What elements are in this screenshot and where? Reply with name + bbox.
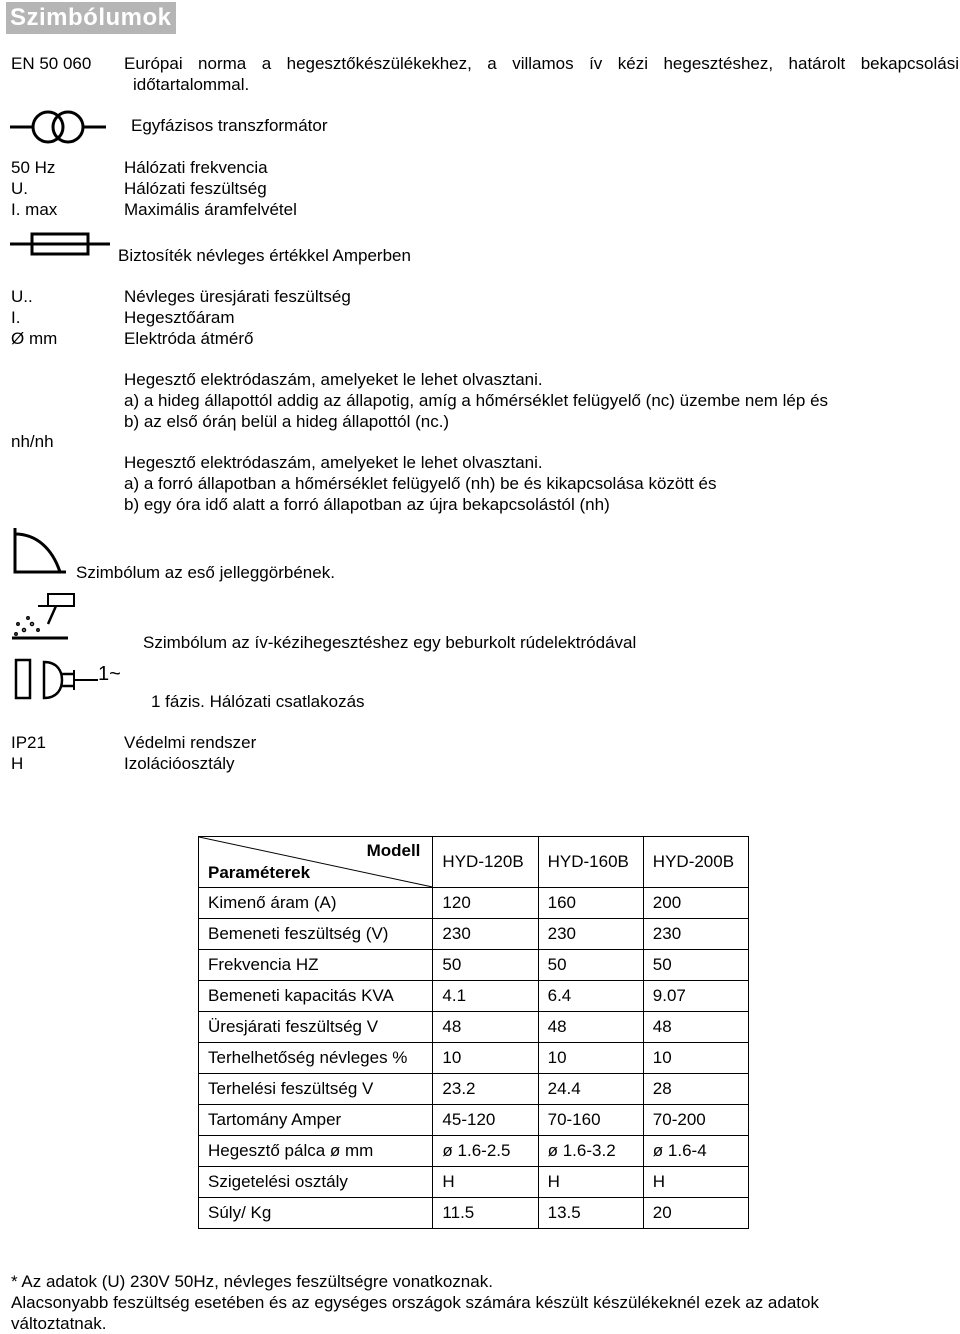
param-value: 70-160 — [538, 1105, 643, 1136]
param-value: 9.07 — [643, 981, 748, 1012]
param-value: H — [643, 1167, 748, 1198]
single-phase-plug-icon — [14, 656, 148, 704]
param-label: Bemeneti kapacitás KVA — [199, 981, 433, 1012]
param-value: 24.4 — [538, 1074, 643, 1105]
ip-desc: Védelmi rendszer — [124, 733, 257, 752]
fuse-icon — [10, 230, 110, 260]
nh-line: Hegesztő elektródaszám, amelyeket le lehet olvasztani. — [124, 453, 543, 472]
param-label: Terhelhetőség névleges % — [199, 1043, 433, 1074]
table-row — [199, 1198, 749, 1229]
param-value: 23.2 — [433, 1074, 538, 1105]
en-desc-line1: Európai norma a hegesztőkészülékekhez, a villamos ív kézi hegesztéshez, határolt bekapcsolási — [124, 54, 959, 73]
param-label: Terhelési feszültség V — [199, 1074, 433, 1105]
model-header: HYD-160B — [538, 837, 643, 888]
table-row — [199, 950, 749, 981]
table-row — [199, 1105, 749, 1136]
param-label: Frekvencia HZ — [199, 950, 433, 981]
imax-desc: Maximális áramfelvétel — [124, 200, 297, 219]
param-label: Bemeneti feszültség (V) — [199, 919, 433, 950]
param-value: 48 — [538, 1012, 643, 1043]
falling-curve-icon — [12, 526, 68, 576]
model-header: HYD-200B — [643, 837, 748, 888]
param-value: 20 — [643, 1198, 748, 1229]
table-row — [199, 1167, 749, 1198]
param-value: 4.1 — [433, 981, 538, 1012]
param-value: 10 — [538, 1043, 643, 1074]
u0-desc: Névleges üresjárati feszültség — [124, 287, 351, 306]
curve-desc: Szimbólum az eső jelleggörbének. — [76, 563, 335, 582]
param-label: Hegesztő pálca ø mm — [199, 1136, 433, 1167]
param-value: 50 — [643, 950, 748, 981]
h-code: H — [11, 754, 24, 773]
nh-code: nh/nh — [11, 432, 54, 451]
transformer-icon — [10, 106, 106, 148]
param-label: Súly/ Kg — [199, 1198, 433, 1229]
param-value: 11.5 — [433, 1198, 538, 1229]
arc-desc: Szimbólum az ív-kézihegesztéshez egy beburkolt rúdelektródával — [143, 633, 637, 652]
footnote-line2: Alacsonyabb feszültség esetében és az egységes országok számára készült készülékeknél ezek az adatok — [11, 1293, 819, 1312]
table-row — [199, 888, 749, 919]
phase-desc: 1 fázis. Hálózati csatlakozás — [151, 692, 365, 711]
phase-symbol-label: 1~ — [98, 663, 121, 685]
transformer-desc: Egyfázisos transzformátor — [131, 116, 328, 135]
param-value: 50 — [433, 950, 538, 981]
param-label: Üresjárati feszültség V — [199, 1012, 433, 1043]
param-value: 10 — [643, 1043, 748, 1074]
en-desc-line2: időtartalommal. — [133, 75, 250, 94]
param-value: 48 — [433, 1012, 538, 1043]
fuse-desc: Biztosíték névleges értékkel Amperben — [118, 246, 411, 265]
footnote-line1: * Az adatok (U) 230V 50Hz, névleges feszültségre vonatkoznak. — [11, 1272, 493, 1291]
param-value: 70-200 — [643, 1105, 748, 1136]
param-value: ø 1.6-2.5 — [433, 1136, 538, 1167]
param-value: H — [538, 1167, 643, 1198]
nh-line: a) a hideg állapottól addig az állapotig, amíg a hőmérséklet felügyelő (nc) üzembe nem lép és — [124, 391, 829, 410]
param-value: 230 — [643, 919, 748, 950]
volt-desc: Hálózati feszültség — [124, 179, 267, 198]
freq-code: 50 Hz — [11, 158, 56, 177]
dia-desc: Elektróda átmérő — [124, 329, 254, 348]
param-value: 13.5 — [538, 1198, 643, 1229]
spec-table — [198, 836, 749, 1229]
param-value: 200 — [643, 888, 748, 919]
param-value: ø 1.6-4 — [643, 1136, 748, 1167]
param-label: Kimenő áram (A) — [199, 888, 433, 919]
nh-line: b) egy óra idő alatt a forró állapotban az újra bekapcsolástól (nh) — [124, 495, 610, 514]
model-header: HYD-120B — [433, 837, 538, 888]
arc-welding-icon — [12, 590, 78, 646]
page-title: Szimbólumok — [6, 2, 176, 34]
ip-code: IP21 — [11, 733, 46, 752]
param-label: Szigetelési osztály — [199, 1167, 433, 1198]
table-header-row — [199, 837, 749, 888]
param-value: 28 — [643, 1074, 748, 1105]
param-value: 230 — [538, 919, 643, 950]
table-row — [199, 1074, 749, 1105]
nh-line: Hegesztő elektródaszám, amelyeket le lehet olvasztani. — [124, 370, 543, 389]
table-row — [199, 1043, 749, 1074]
i-code: I. — [11, 308, 21, 327]
nh-line: b) az első óráη belül a hideg állapottól (nc.) — [124, 412, 450, 431]
freq-desc: Hálózati frekvencia — [124, 158, 268, 177]
param-value: 45-120 — [433, 1105, 538, 1136]
h-desc: Izolációosztály — [124, 754, 235, 773]
imax-code: I. max — [11, 200, 58, 219]
u0-code: U.. — [11, 287, 33, 306]
header-model-label: Modell — [366, 841, 421, 860]
en-code: EN 50 060 — [11, 54, 92, 73]
param-value: 10 — [433, 1043, 538, 1074]
param-value: 48 — [643, 1012, 748, 1043]
table-row — [199, 919, 749, 950]
dia-code: Ø mm — [11, 329, 58, 348]
header-params-label: Paraméterek — [208, 863, 311, 882]
table-row — [199, 1136, 749, 1167]
param-value: H — [433, 1167, 538, 1198]
table-row — [199, 1012, 749, 1043]
param-value: 160 — [538, 888, 643, 919]
i-desc: Hegesztőáram — [124, 308, 235, 327]
param-label: Tartomány Amper — [199, 1105, 433, 1136]
table-row — [199, 981, 749, 1012]
param-value: 230 — [433, 919, 538, 950]
diagonal-header-cell — [199, 837, 433, 888]
volt-code: U. — [11, 179, 28, 198]
param-value: 6.4 — [538, 981, 643, 1012]
param-value: ø 1.6-3.2 — [538, 1136, 643, 1167]
footnote-line3: változtatnak. — [11, 1314, 107, 1333]
nh-line: a) a forró állapotban a hőmérséklet felügyelő (nh) be és kikapcsolása között és — [124, 474, 717, 493]
param-value: 120 — [433, 888, 538, 919]
param-value: 50 — [538, 950, 643, 981]
